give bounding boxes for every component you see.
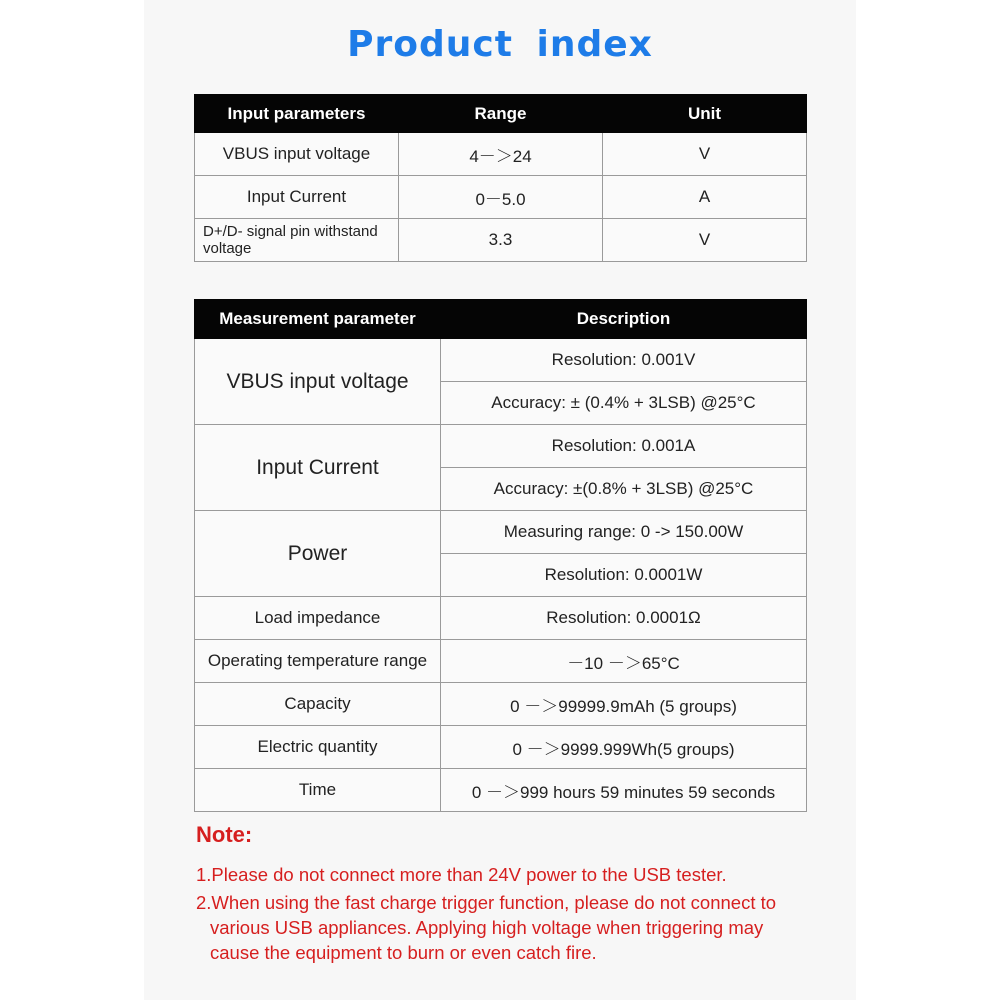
parameter-cell: VBUS input voltage <box>195 133 399 176</box>
note-line-2 <box>196 890 776 965</box>
parameter-cell: Load impedance <box>195 597 441 640</box>
unit-cell: V <box>603 219 807 262</box>
parameter-cell: Input Current <box>195 425 441 511</box>
description-cell: Resolution: 0.001V <box>441 339 807 382</box>
table-row <box>195 133 807 176</box>
parameter-cell: Power <box>195 511 441 597</box>
range-cell: 0－5.0 <box>399 176 603 219</box>
parameter-cell: Input Current <box>195 176 399 219</box>
table-row <box>195 339 807 382</box>
parameter-cell: D+/D- signal pin withstand voltage <box>195 219 399 262</box>
description-cell: Resolution: 0.0001W <box>441 554 807 597</box>
parameter-cell: Capacity <box>195 683 441 726</box>
column-header-unit: Unit <box>603 95 807 133</box>
table-row <box>195 683 807 726</box>
table-row <box>195 425 807 468</box>
description-cell: 0 －＞99999.9mAh (5 groups) <box>441 683 807 726</box>
description-cell: Measuring range: 0 -> 150.00W <box>441 511 807 554</box>
table-row <box>195 219 807 262</box>
note-line-2a: 2.When using the fast charge trigger function, please do not connect to <box>196 892 777 913</box>
table-header-row <box>195 95 807 133</box>
table-row <box>195 597 807 640</box>
description-cell: Accuracy: ± (0.4% + 3LSB) @25°C <box>441 382 807 425</box>
page-title: Product index <box>347 24 653 65</box>
table-row <box>195 769 807 812</box>
note-line-2b: various USB appliances. Applying high voltage when triggering may <box>210 917 764 938</box>
description-cell: －10 －＞65°C <box>441 640 807 683</box>
table-header-row <box>195 300 807 339</box>
note-heading: Note: <box>196 822 253 847</box>
table-row <box>195 176 807 219</box>
column-header-input-parameters: Input parameters <box>195 95 399 133</box>
input-parameters-table <box>194 94 807 262</box>
column-header-range: Range <box>399 95 603 133</box>
parameter-cell: Operating temperature range <box>195 640 441 683</box>
description-cell: 0 －＞999 hours 59 minutes 59 seconds <box>441 769 807 812</box>
column-header-measurement-parameter: Measurement parameter <box>195 300 441 339</box>
parameter-cell: Time <box>195 769 441 812</box>
column-header-description: Description <box>441 300 807 339</box>
unit-cell: V <box>603 133 807 176</box>
note-line-1: 1.Please do not connect more than 24V power to the USB tester. <box>196 864 727 885</box>
parameter-cell: VBUS input voltage <box>195 339 441 425</box>
table-row <box>195 726 807 769</box>
description-cell: Resolution: 0.001A <box>441 425 807 468</box>
table-row <box>195 511 807 554</box>
table-row <box>195 640 807 683</box>
parameter-cell: Electric quantity <box>195 726 441 769</box>
unit-cell: A <box>603 176 807 219</box>
description-cell: 0 －＞9999.999Wh(5 groups) <box>441 726 807 769</box>
range-cell: 3.3 <box>399 219 603 262</box>
note-line-2c: cause the equipment to burn or even catch fire. <box>210 942 597 963</box>
measurement-parameters-table <box>194 299 807 812</box>
description-cell: Resolution: 0.0001Ω <box>441 597 807 640</box>
description-cell: Accuracy: ±(0.8% + 3LSB) @25°C <box>441 468 807 511</box>
range-cell: 4－＞24 <box>399 133 603 176</box>
